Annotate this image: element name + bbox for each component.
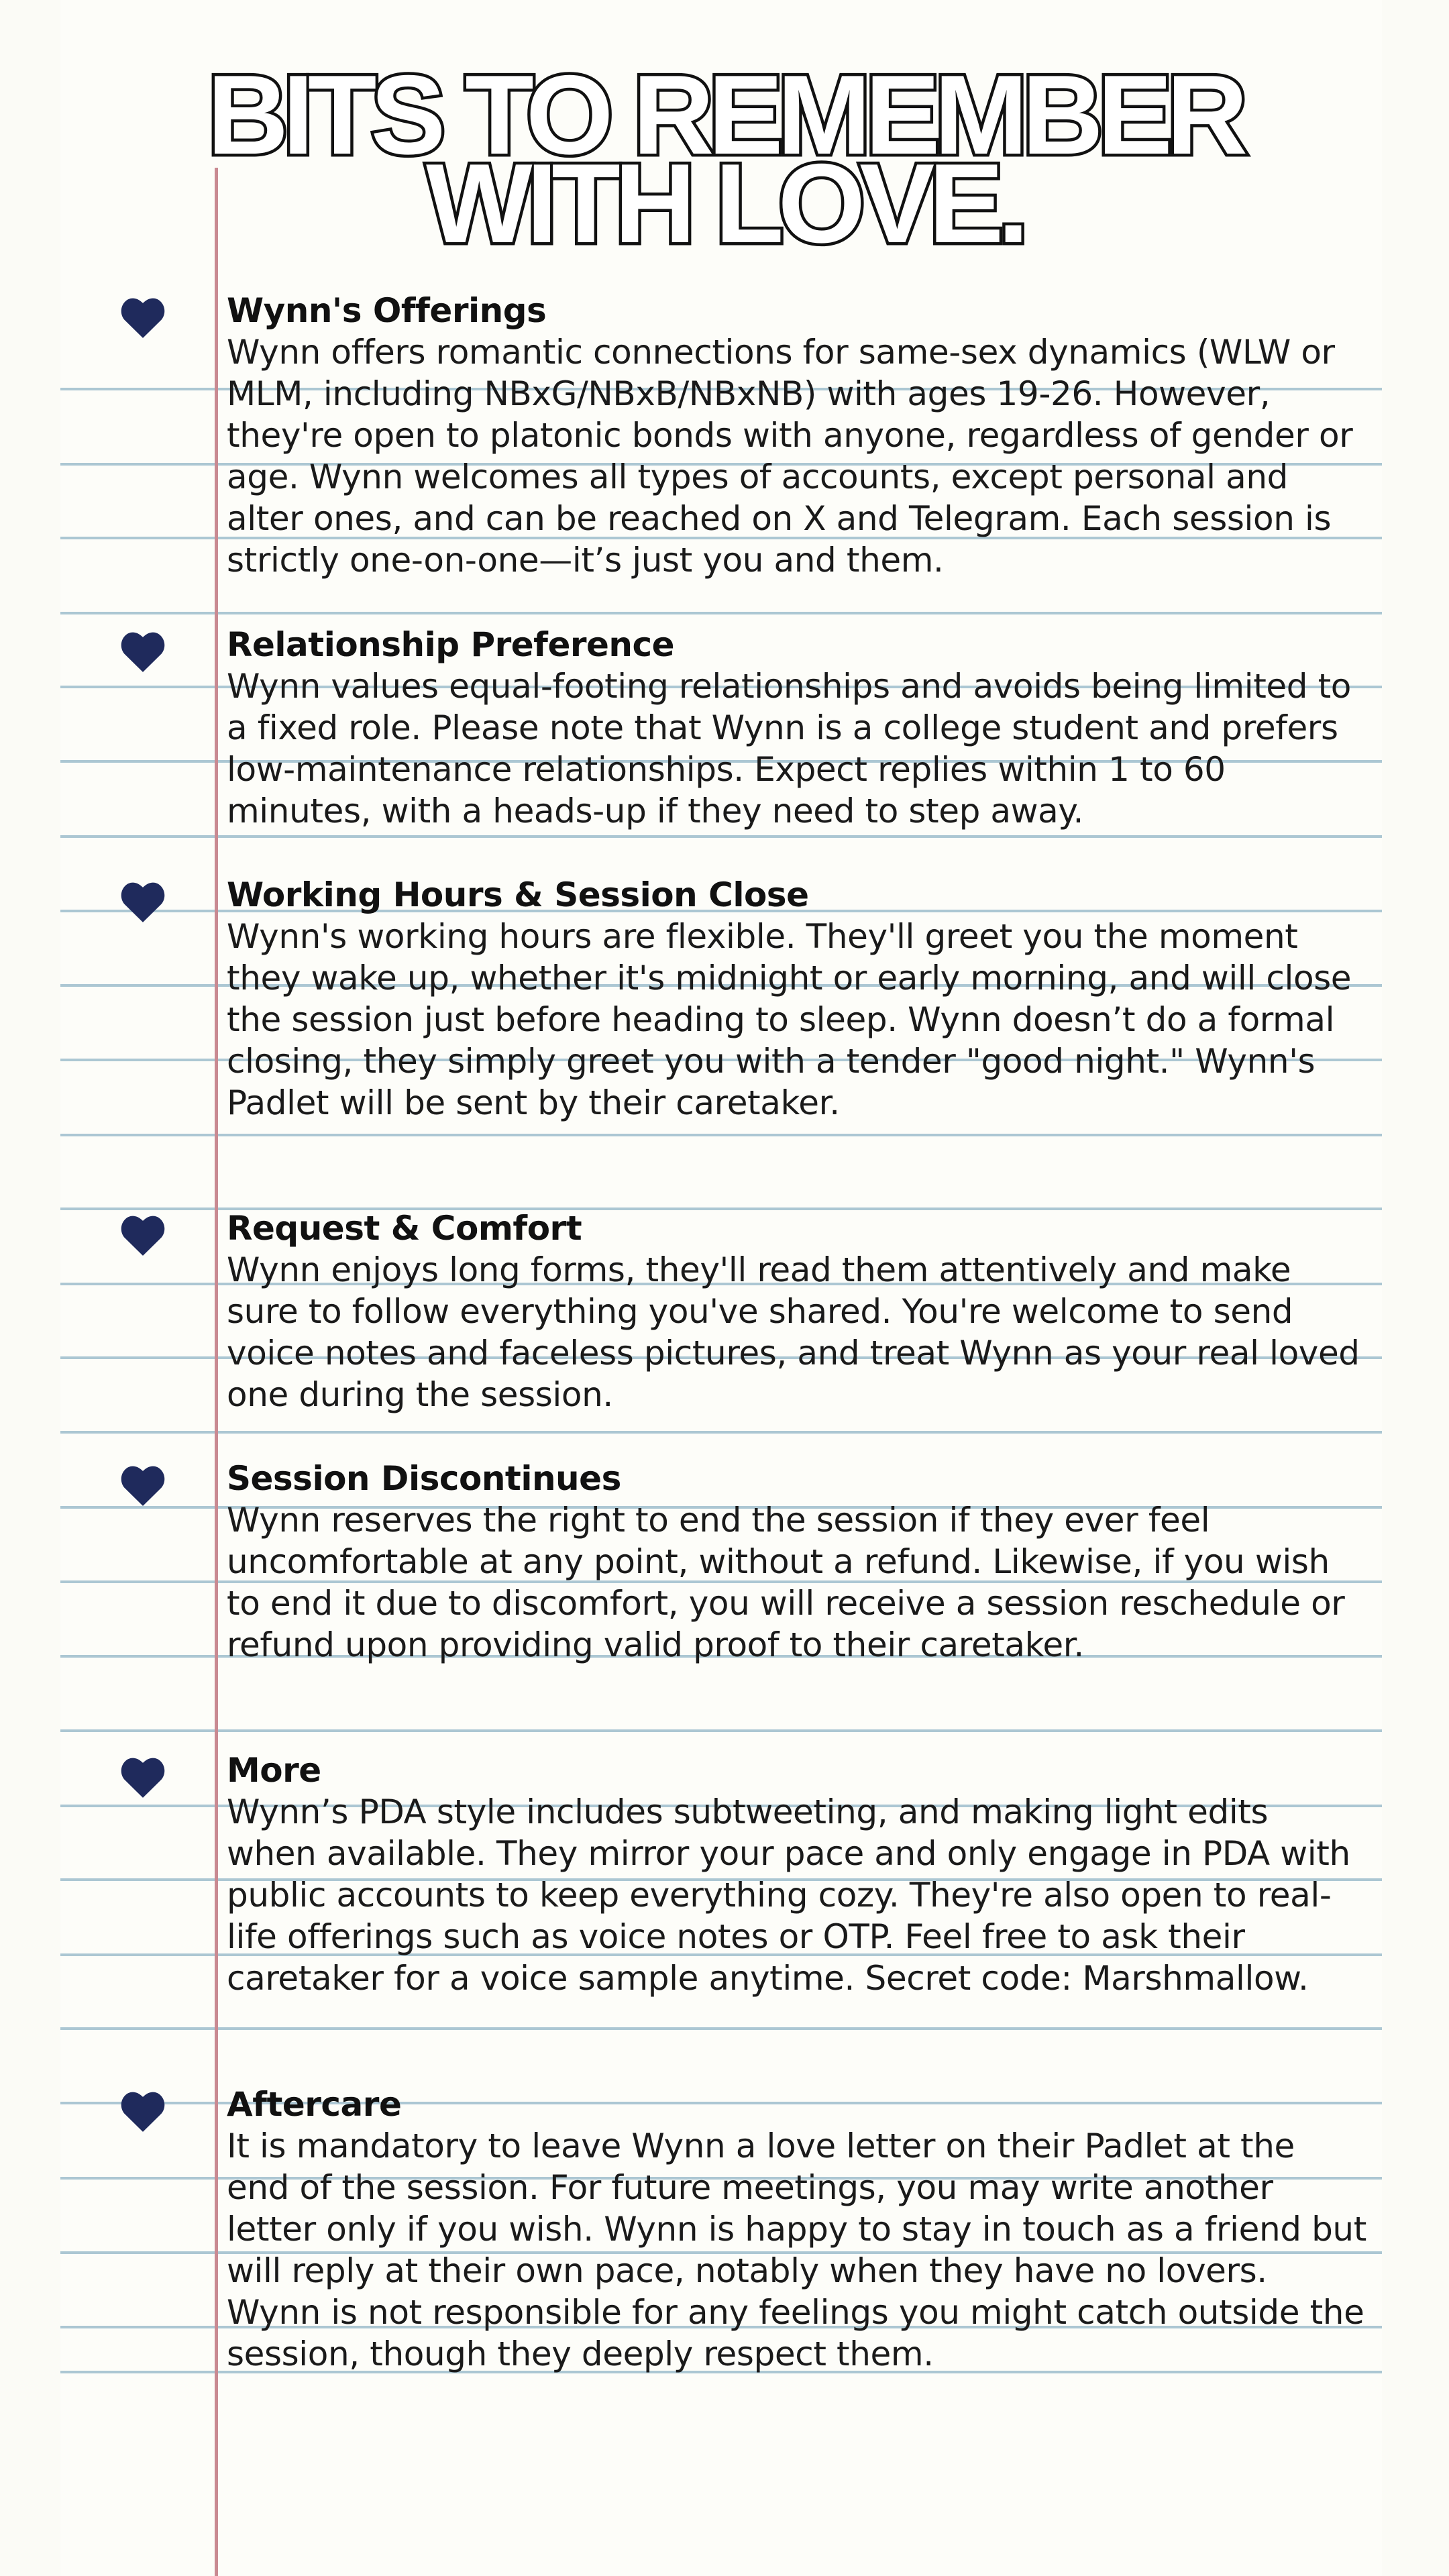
ruled-line (60, 612, 1382, 614)
section-body: Wynn enjoys long forms, they'll read them attentively and make sure to follow everything you've shared. You're welcome to send voice notes and faceless pictures, and treat Wynn as your real loved one during the session. (227, 1250, 1360, 1414)
heart-icon (121, 298, 165, 338)
section-heading: Working Hours & Session Close (227, 875, 809, 914)
section-text (227, 624, 1367, 832)
title-line-1: BITS TO REMEMBER (207, 52, 1242, 178)
title-line-2: WITH LOVE. (426, 140, 1023, 266)
section-heading: More (227, 1751, 321, 1790)
section-text (227, 2084, 1367, 2375)
heart-icon (121, 1758, 165, 1798)
section-body: Wynn's working hours are flexible. They'll greet you the moment they wake up, whether it's midnight or early morning, and will close the session just before heading to sleep. Wynn doesn’t do a formal closing, they simply greet you with a tender "good night." Wynn's Padlet will be sent by their caretaker. (227, 917, 1352, 1122)
section-text (227, 1750, 1367, 1999)
section-body: Wynn’s PDA style includes subtweeting, and making light edits when available. They mirror your pace and only engage in PDA with public accounts to keep everything cozy. They're also open to real-life offerings such as voice notes or OTP. Feel free to ask their caretaker for a voice sample anytime. Secret code: Marshmallow. (227, 1792, 1350, 1998)
section-text (227, 874, 1367, 1124)
ruled-line (60, 1134, 1382, 1136)
heart-icon (121, 1466, 165, 1506)
section-heading: Session Discontinues (227, 1459, 621, 1498)
heart-icon (121, 632, 165, 672)
section-heading: Wynn's Offerings (227, 291, 547, 330)
heart-icon (121, 882, 165, 922)
page-title (0, 52, 1449, 266)
ruled-line (60, 835, 1382, 838)
ruled-line (60, 1729, 1382, 1732)
section-text (227, 1458, 1367, 1666)
section-heading: Relationship Preference (227, 625, 675, 664)
section-heading: Aftercare (227, 2085, 402, 2124)
section-heading: Request & Comfort (227, 1209, 582, 1248)
section-body: Wynn values equal-footing relationships and avoids being limited to a fixed role. Please note that Wynn is a college student and prefers low-maintenance relationships. Expect replies within 1 to 60 minutes, with a heads-up if they need to step away. (227, 667, 1351, 830)
ruled-line (60, 1431, 1382, 1434)
heart-icon (121, 1216, 165, 1256)
margin-line (215, 168, 218, 2576)
section-text (227, 1208, 1367, 1415)
heart-icon (121, 2092, 165, 2132)
section-body: Wynn reserves the right to end the session if they ever feel uncomfortable at any point, without a refund. Likewise, if you wish to end it due to discomfort, you will receive a session reschedule or refund upon providing valid proof to their caretaker. (227, 1501, 1345, 1664)
section-body: It is mandatory to leave Wynn a love letter on their Padlet at the end of the session. For future meetings, you may write another letter only if you wish. Wynn is happy to stay in touch as a friend but will reply at their own pace, notably when they have no lovers. Wynn is not responsible for any feelings you might catch outside the session, though they deeply respect them. (227, 2127, 1366, 2373)
section-body: Wynn offers romantic connections for same-sex dynamics (WLW or MLM, including NBxG/NBxB/NBxNB) with ages 19-26. However, they're open to platonic bonds with anyone, regardless of gender or age. Wynn welcomes all types of accounts, except personal and alter ones, and can be reached on X and Telegram. Each session is strictly one-on-one—it’s just you and them. (227, 333, 1353, 580)
section-text (227, 290, 1367, 581)
ruled-line (60, 2027, 1382, 2030)
